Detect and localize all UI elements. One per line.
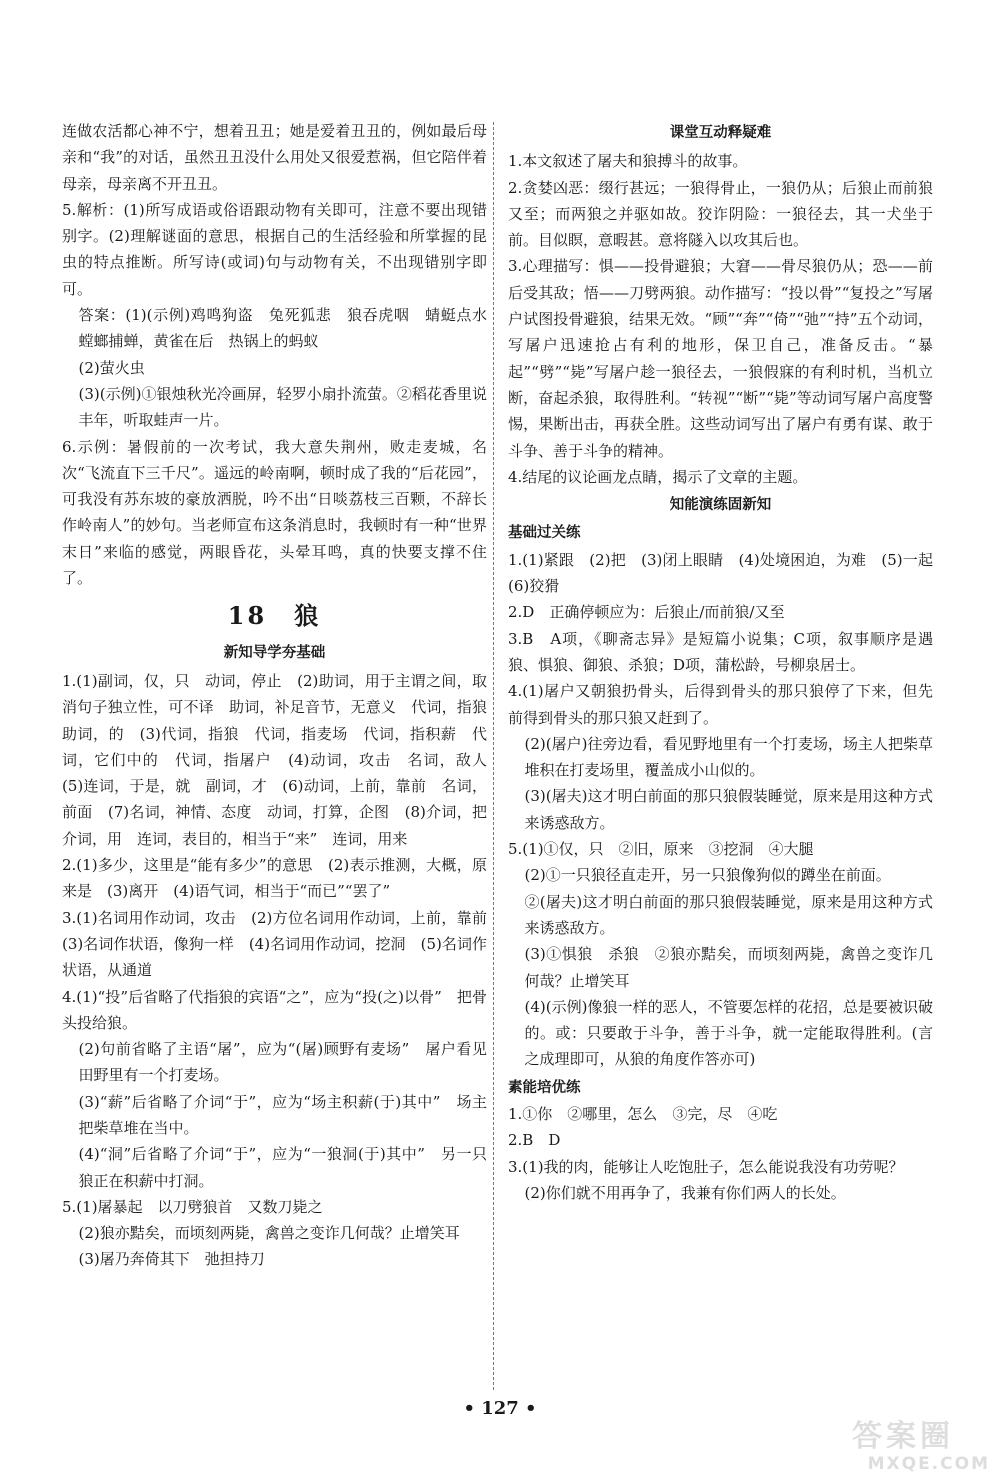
answer-paragraph: 4.(1)屠户又朝狼扔骨头，后得到骨头的那只狼停了下来，但先前得到骨头的那只狼又赶到了。: [508, 682, 933, 727]
answer-paragraph: 5.解析：(1)所写成语或俗语跟动物有关即可，注意不要出现错别字。(2)理解谜面的意思，根据自己的生活经验和所掌握的昆虫的特点推断。所写诗(或词)句与动物有关，不出现错别字即可。: [62, 200, 487, 298]
answer-paragraph: 5.(1)屠暴起 以刀劈狼首 又数刀毙之: [62, 1197, 323, 1216]
watermark-url: MXQE.COM: [867, 1454, 990, 1474]
answer-paragraph: (2)狼亦黠矣，而顷刻两毙，禽兽之变诈几何哉？止增笑耳: [78, 1224, 460, 1243]
answer-paragraph: (2)句前省略了主语“屠”，应为“(屠)顾野有麦场” 屠户看见田野里有一个打麦场。: [78, 1040, 487, 1085]
answer-paragraph: 6.示例：暑假前的一次考试，我大意失荆州，败走麦城，名次“飞流直下三千尺”。遥远的岭南啊，顿时成了我的“后花园”，可我没有苏东坡的豪放洒脱，吟不出“日啖荔枝三百颗，不辞长作岭南人”的妙句。当老师宣布这条消息时，我顿时有一种“世界末日”来临的感觉，两眼昏花，头晕耳鸣，真的快要支撑不住了。: [62, 437, 487, 588]
answer-paragraph: (3)屠乃奔倚其下 弛担持刀: [78, 1250, 265, 1269]
answer-paragraph: (3)“薪”后省略了介词“于”，应为“场主积薪(于)其中” 场主把柴草堆在当中。: [78, 1092, 487, 1137]
answer-paragraph: (2)你们就不用再争了，我兼有你们两人的长处。: [524, 1183, 846, 1202]
answer-paragraph: 1.(1)副词，仅，只 动词，停止 (2)助词，用于主谓之间，取消句子独立性，可不译 助词，补足音节，无意义 代词，指狼 助词，的 (3)代词，指狼 代词，指麦场 代词，指积薪 代词，它们中的 代词，指屠户 (4)动词，攻击 名词，敌人 (5)连词，于是，就 副词，才 (6)动词，上前，靠前 名词，前面 (7)名词，神情、态度 动词，打算，企图 (8)介词，把 介词，用 连词，表目的，相当于“来” 连词，用来: [62, 671, 503, 848]
answer-paragraph: 3.B A项，《聊斋志异》是短篇小说集；C项，叙事顺序是遇狼、惧狼、御狼、杀狼；D项，蒲松龄，号柳泉居士。: [508, 629, 933, 674]
answer-paragraph: (2)(屠户)往旁边看，看见野地里有一个打麦场，场主人把柴草堆积在打麦场里，覆盖成小山似的。: [524, 734, 933, 780]
answer-paragraph: 2.D 正确停顿应为：后狼止/而前狼/又至: [508, 603, 785, 622]
answer-paragraph: ②(屠夫)这才明白前面的那只狼假装睡觉，原来是用这种方式来诱惑敌方。: [524, 892, 933, 937]
chapter-title: 18 狼: [227, 601, 322, 631]
answer-paragraph: 1.①你 ②哪里，怎么 ③完，尽 ④吃: [508, 1104, 778, 1123]
watermark-text: 答案圈: [852, 1419, 954, 1454]
answer-paragraph: 3.(1)名词用作动词，攻击 (2)方位名词用作动词，上前，靠前 (3)名词作状语，像狗一样 (4)名词用作动词，挖洞 (5)名词作状语，从通道: [62, 908, 503, 980]
answer-paragraph: 2.B D: [508, 1131, 561, 1150]
answer-paragraph: (2)萤火虫: [78, 358, 145, 377]
answer-paragraph: (3)(示例)①银烛秋光冷画屏，轻罗小扇扑流萤。②稻花香里说丰年，听取蛙声一片。: [78, 384, 487, 430]
section-title: 课堂互动释疑难: [669, 125, 772, 141]
answer-paragraph: 4.结尾的议论画龙点睛，揭示了文章的主题。: [508, 467, 808, 486]
answer-paragraph: 答案：(1)(示例)鸡鸣狗盗 兔死狐悲 狼吞虎咽 蜻蜓点水 螳螂捕蝉，黄雀在后 热锅上的蚂蚁: [78, 306, 503, 351]
answer-paragraph: (4)“洞”后省略了介词“于”，应为“一狼洞(于)其中” 另一只狼正在积薪中打洞。: [78, 1145, 487, 1190]
subsection-title: 素能培优练: [508, 1079, 581, 1096]
answer-paragraph: 3.心理描写：惧——投骨避狼；大窘——骨尽狼仍从；恐——前后受其敌；悟——刀劈两狼。动作描写：“投以骨”“复投之”写屠户试图投骨避狼，结果无效。“顾”“奔”“倚”“弛”“持”五个动词，写屠户迅速抢占有利的地形，保卫自己，准备反击。“暴起”“劈”“毙”写屠户趁一狼径去，一狼假寐的有利时机，当机立断，奋起杀狼，取得胜利。“转视”“断”“毙”等动词写屠户高度警惕，果断出击，再获全胜。这些动词写出了屠户有勇有谋、敢于斗争、善于斗争的精神。: [508, 257, 933, 460]
answer-paragraph: 4.(1)“投”后省略了代指狼的宾语“之”，应为“投(之)以骨” 把骨头投给狼。: [62, 987, 487, 1032]
answer-paragraph: 5.(1)①仅，只 ②旧，原来 ③挖洞 ④大腿: [508, 840, 814, 859]
answer-paragraph: 3.(1)我的肉，能够让人吃饱肚子，怎么能说我没有功劳呢？: [508, 1157, 904, 1176]
answer-paragraph: (2)①一只狼径直走开，另一只狼像狗似的蹲坐在前面。: [524, 866, 891, 885]
answer-paragraph: (3)①惧狼 杀狼 ②狼亦黠矣，而顷刻两毙，禽兽之变诈几何哉？止增笑耳: [524, 945, 933, 990]
left-column: [62, 118, 503, 1273]
answer-paragraph: (4)(示例)像狼一样的恶人，不管要怎样的花招，总是要被识破的。或：只要敢于斗争，善于斗争，就一定能取得胜利。(言之成理即可，从狼的角度作答亦可): [524, 997, 933, 1069]
answer-paragraph: 连做农活都心神不宁，想着丑丑；她是爱着丑丑的，例如最后母亲和“我”的对话，虽然丑丑没什么用处又很爱惹祸，但它陪伴着母亲，母亲离不开丑丑。: [62, 122, 487, 193]
answer-paragraph: (3)(屠夫)这才明白前面的那只狼假装睡觉，原来是用这种方式来诱惑敌方。: [524, 787, 933, 832]
answer-paragraph: 1.本文叙述了屠夫和狼搏斗的故事。: [508, 152, 748, 171]
answer-paragraph: 2.贪婪凶恶：缀行甚远；一狼得骨止，一狼仍从；后狼止而前狼又至；而两狼之并驱如故。狡诈阴险：一狼径去，其一犬坐于前。目似瞑，意暇甚。意将隧入以攻其后也。: [508, 178, 933, 250]
answer-paragraph: 1.(1)紧跟 (2)把 (3)闭上眼睛 (4)处境困迫，为难 (5)一起 (6)狡猾: [508, 550, 949, 596]
answer-paragraph: 2.(1)多少，这里是“能有多少”的意思 (2)表示推测，大概，原来是 (3)离开 (4)语气词，相当于“而已”“罢了”: [62, 856, 487, 901]
section-title: 知能演练固新知: [669, 497, 772, 514]
page-number: • 127 •: [463, 1398, 537, 1419]
right-column: [508, 118, 949, 1206]
subsection-title: 基础过关练: [508, 525, 581, 542]
section-title: 新知导学夯基础: [223, 644, 326, 661]
watermark-logo: [816, 1420, 990, 1478]
